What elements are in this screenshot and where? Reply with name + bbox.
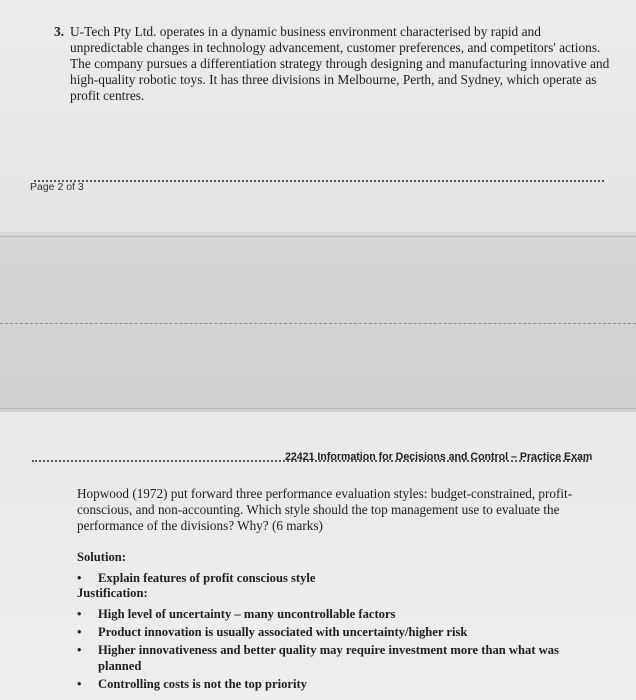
bullet-icon: • (77, 677, 82, 691)
bullet-icon: • (77, 607, 82, 621)
justification-title: Justification: (77, 586, 148, 600)
page-break-separator (0, 323, 636, 324)
justification-list (77, 606, 597, 694)
header-rule (32, 460, 588, 462)
question-3 (54, 24, 614, 104)
question-3-text: U-Tech Pty Ltd. operates in a dynamic business environment characterised by rapid and unpredictable changes in technology advancement, customer preferences, and competitors' actions. The company pursues a differentiation strategy through designing and manufacturing innovative and high-quality robotic toys. It has three divisions in Melbourne, Perth, and Sydney, which operate as profit centres. (70, 24, 610, 103)
footer-rule (34, 180, 604, 182)
solution-title: Solution: (77, 550, 126, 564)
list-item: • Product innovation is usually associated with uncertainty/higher risk (77, 625, 468, 639)
page-number-label: Page 2 of 3 (30, 181, 84, 193)
exam-header-title: 22421 Information for Decisions and Control – Practice Exam (285, 451, 593, 463)
bullet-icon: • (77, 643, 82, 657)
bullet-icon: • (77, 571, 82, 585)
page-gap (0, 232, 636, 412)
list-item: • Higher innovativeness and better quality may require investment more than what was planned (77, 643, 559, 673)
page-edge-bottom (0, 408, 636, 409)
question-3-number: 3. (54, 24, 65, 39)
list-item: • Controlling costs is not the top priority (77, 677, 307, 691)
bullet-icon: • (77, 625, 82, 639)
page-2-bottom-section (0, 0, 636, 232)
question-text: Hopwood (1972) put forward three performance evaluation styles: budget-constrained, profit-conscious, and non-accounting. Which style should the top management use to evaluate the performance of the divisions? Why? (6 marks) (77, 486, 573, 533)
page-edge-top (0, 236, 636, 237)
list-item: • Explain features of profit conscious style (77, 571, 316, 585)
solution-list (77, 570, 597, 586)
list-item: • High level of uncertainty – many uncontrollable factors (77, 607, 396, 621)
